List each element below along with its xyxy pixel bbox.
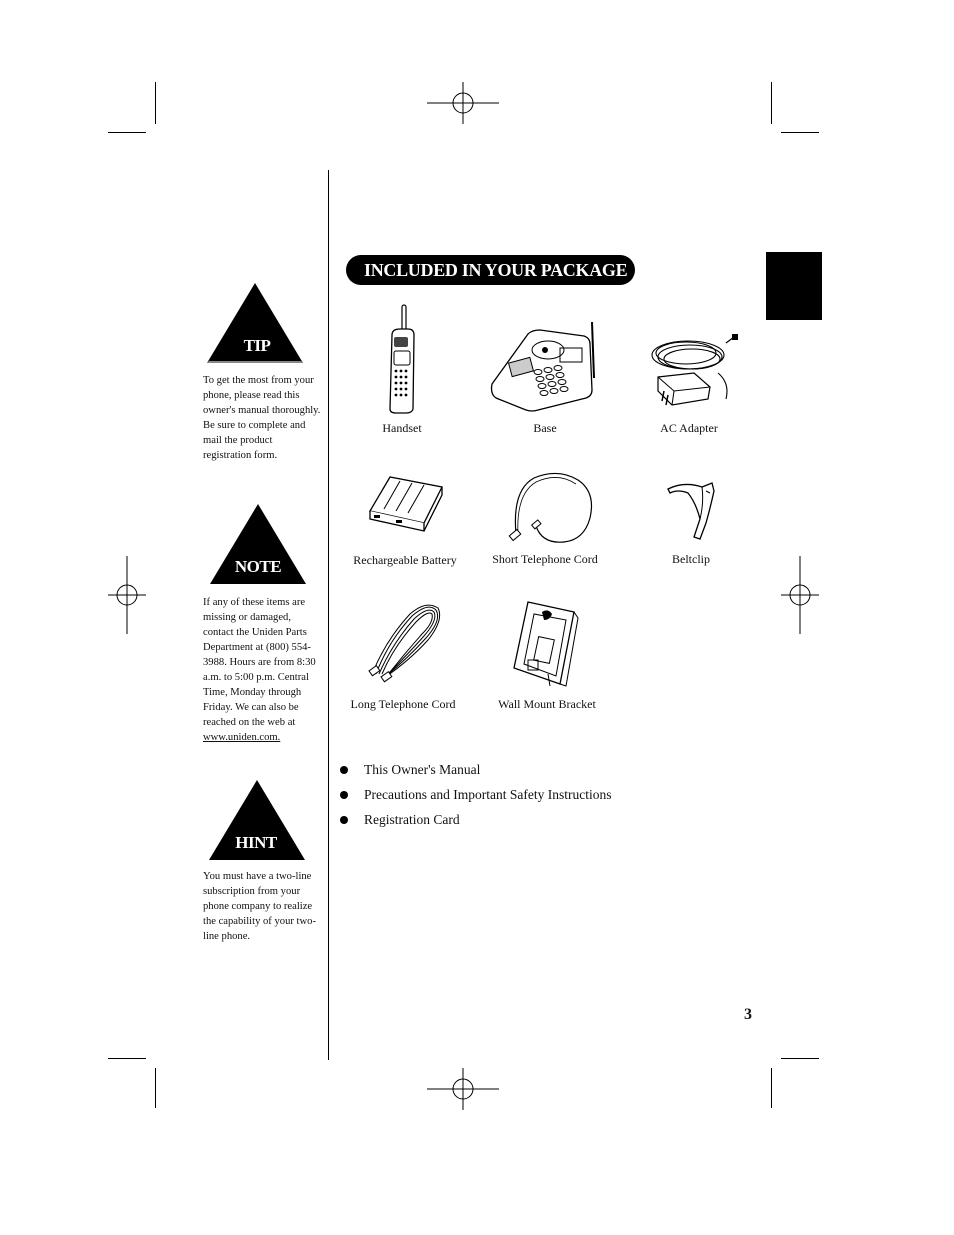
beltclip-icon (666, 479, 718, 541)
section-heading: INCLUDED IN YOUR PACKAGE (346, 255, 635, 285)
uniden-website-link[interactable]: www.uniden.com. (203, 732, 281, 743)
crop-mark (155, 1068, 156, 1108)
item-label: Base (533, 421, 557, 435)
short-cord-icon (506, 470, 596, 550)
item-label: Long Telephone Cord (350, 697, 456, 711)
tip-text: To get the most from your phone, please read this owner's manual thoroughly. Be sure to complete and mail the product registration form. (203, 375, 321, 461)
tip-label: TIP (243, 336, 271, 355)
list-item: Registration Card (340, 810, 611, 835)
crop-mark (781, 1058, 819, 1059)
registration-mark (781, 556, 819, 634)
handset-icon (380, 305, 420, 415)
registration-mark (427, 1068, 499, 1110)
hint-text: You must have a two-line subscription from your phone company to realize the capability of your two-line phone. (203, 871, 316, 942)
base-icon (488, 320, 600, 412)
list-item: Precautions and Important Safety Instructions (340, 785, 611, 810)
crop-mark (108, 132, 146, 133)
note-body: If any of these items are missing or damaged, contact the Uniden Parts Department at (800) 554-3988. Hours are from 8:30 a.m. to 5:00 p.m. Central Time, Monday through Friday. We can also be reached on the web at (203, 597, 316, 728)
page-number: 3 (744, 1006, 752, 1023)
hint-label: HINT (235, 833, 277, 852)
registration-mark (427, 82, 499, 124)
registration-mark (108, 556, 146, 634)
crop-mark (771, 82, 772, 124)
item-label: AC Adapter (660, 421, 718, 435)
note-text (203, 595, 323, 745)
item-label: Handset (382, 421, 422, 435)
column-divider (328, 170, 329, 1060)
ac-adapter-icon (648, 333, 740, 409)
long-cord-icon (368, 602, 442, 684)
bullet-icon (340, 766, 348, 774)
bullet-icon (340, 816, 348, 824)
crop-mark (155, 82, 156, 124)
section-tab (766, 252, 822, 320)
item-label: Short Telephone Cord (492, 552, 598, 566)
wall-bracket-icon (508, 598, 580, 690)
crop-mark (771, 1068, 772, 1108)
battery-icon (366, 473, 446, 537)
package-extras-list (340, 760, 611, 835)
crop-mark (781, 132, 819, 133)
item-label: Wall Mount Bracket (498, 697, 596, 711)
item-label: Rechargeable Battery (353, 553, 457, 567)
crop-mark (108, 1058, 146, 1059)
item-label: Beltclip (672, 552, 710, 566)
note-label: NOTE (234, 557, 282, 576)
bullet-icon (340, 791, 348, 799)
list-item: This Owner's Manual (340, 760, 611, 785)
